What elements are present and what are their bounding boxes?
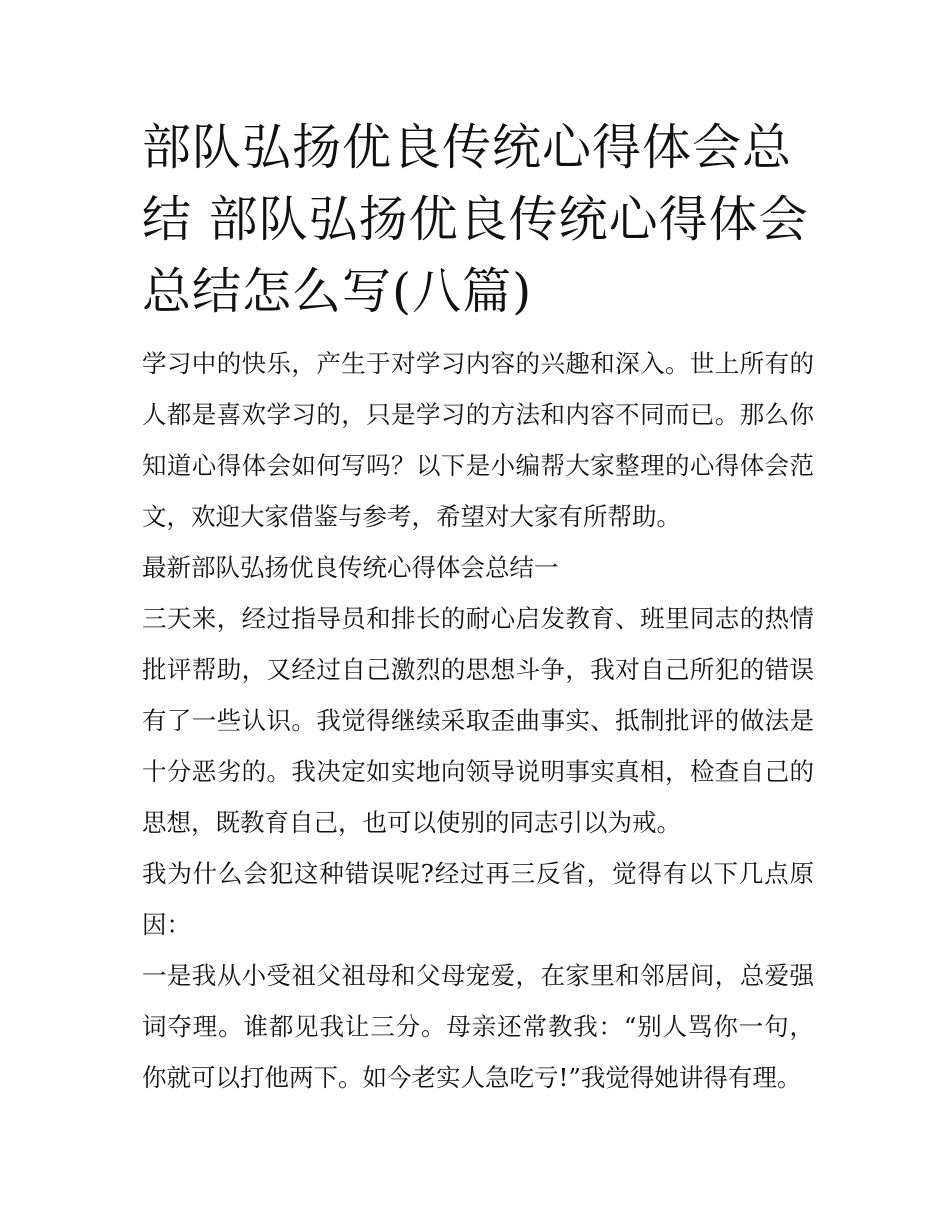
body-paragraph: 我为什么会犯这种错误呢?经过再三反省，觉得有以下几点原因： <box>142 859 814 939</box>
document-title: 部队弘扬优良传统心得体会总结 部队弘扬优良传统心得体会总结怎么写(八篇) <box>142 119 809 320</box>
body-paragraph: 三天来，经过指导员和排长的耐心启发教育、班里同志的热情批评帮助，又经过自己激烈的思想斗争，我对自己所犯的错误有了一些认识。我觉得继续采取歪曲事实、抵制批评的做法是十分恶劣的。我决定如实地向领导说明事实真相，检查自己的思想，既教育自己，也可以使别的同志引以为戒。 <box>142 604 814 837</box>
section-heading: 最新部队弘扬优良传统心得体会总结一 <box>142 553 559 582</box>
intro-paragraph: 学习中的快乐，产生于对学习内容的兴趣和深入。世上所有的人都是喜欢学习的，只是学习的方法和内容不同而已。那么你知道心得体会如何写吗？以下是小编帮大家整理的心得体会范文，欢迎大家借鉴与参考，希望对大家有所帮助。 <box>142 349 814 531</box>
document-page <box>142 112 814 1103</box>
body-paragraph: 一是我从小受祖父祖母和父母宠爱，在家里和邻居间，总爱强词夺理。谁都见我让三分。母亲还常教我：“别人骂你一句，你就可以打他两下。如今老实人急吃亏!”我觉得她讲得有理。 <box>142 961 814 1092</box>
